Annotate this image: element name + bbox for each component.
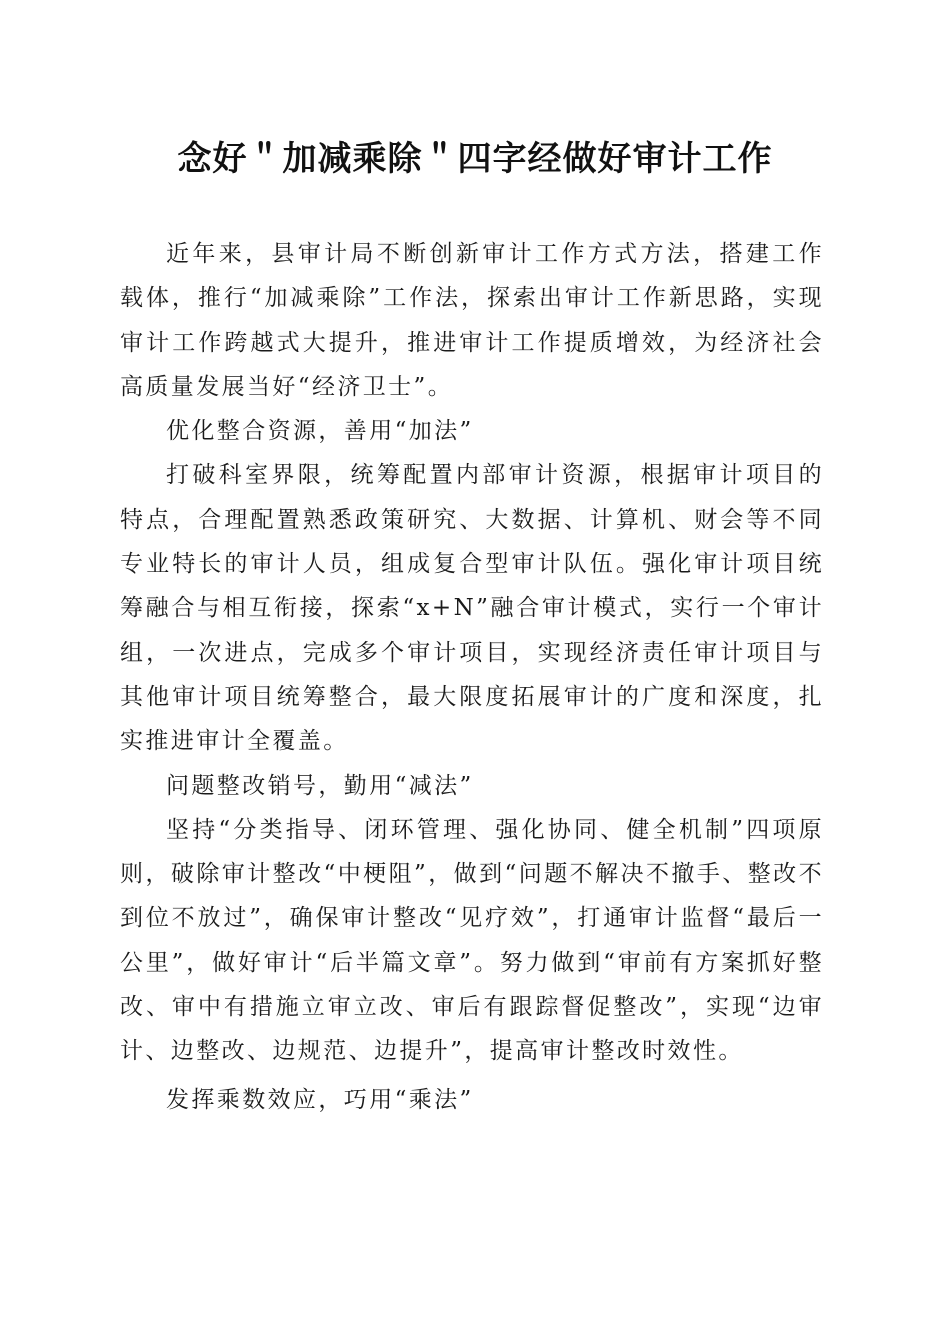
section-heading-addition: 优化整合资源，善用“加法” [166,418,474,445]
document-title: 念好＂加减乘除＂四字经做好审计工作 [177,139,773,179]
paragraph-addition: 打破科室界限，统筹配置内部审计资源，根据审计项目的特点，合理配置熟悉政策研究、大数据、计算机、财会等不同专业特长的审计人员，组成复合型审计队伍。强化审计项目统筹融合与相互衔接，探索“x+N”融合审计模式，实行一个审计组，一次进点，完成多个审计项目，实现经济责任审计项目与其他审计项目统筹整合，最大限度拓展审计的广度和深度，扎实推进审计全覆盖。 [120,462,824,755]
paragraph-subtraction: 坚持“分类指导、闭环管理、强化协同、健全机制”四项原则，破除审计整改“中梗阻”，做到“问题不解决不撤手、整改不到位不放过”，确保审计整改“见疗效”，打通审计监督“最后一公里”，做好审计“后半篇文章”。努力做到“审前有方案抓好整改、审中有措施立审立改、审后有跟踪督促整改”，实现“边审计、边整改、边规范、边提升”，提高审计整改时效性。 [120,816,824,1065]
section-heading-subtraction: 问题整改销号，勤用“减法” [166,772,474,799]
section-heading-multiplication: 发挥乘数效应，巧用“乘法” [166,1086,474,1113]
paragraph-intro: 近年来，县审计局不断创新审计工作方式方法，搭建工作载体，推行“加减乘除”工作法，探索出审计工作新思路，实现审计工作跨越式大提升，推进审计工作提质增效，为经济社会高质量发展当好“经济卫士”。 [120,241,824,400]
document-body [120,232,824,1122]
